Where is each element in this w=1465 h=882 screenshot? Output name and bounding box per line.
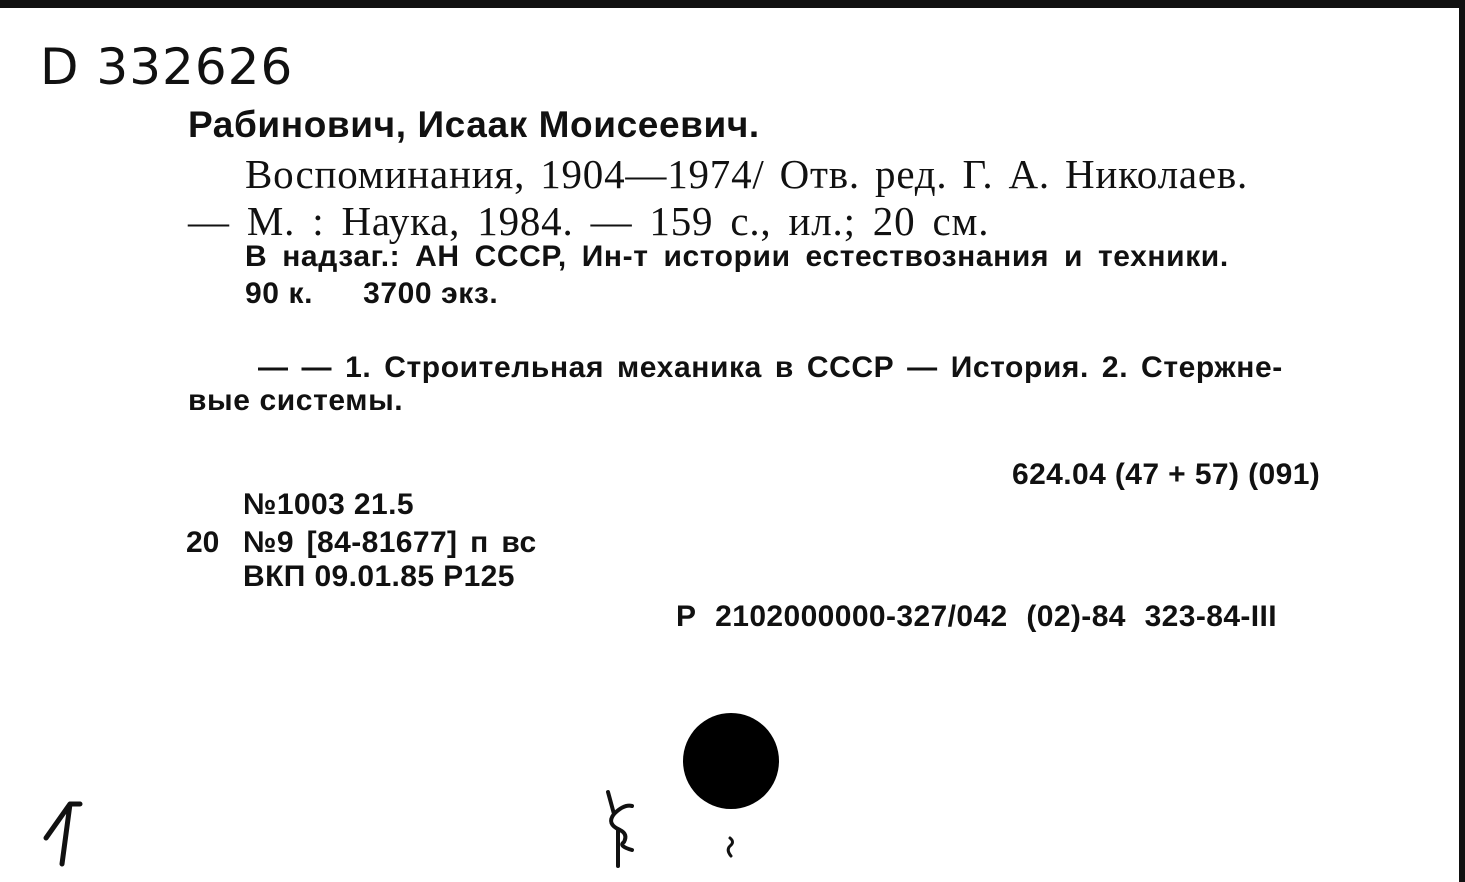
registration-line-1: №1003 21.5 <box>243 488 414 521</box>
registration-prefix: 20 <box>186 526 220 559</box>
note-line-1: В надзаг.: АН СССР, Ин-т истории естествознания и техники. <box>245 240 1229 273</box>
udc-code: 624.04 (47 + 57) (091) <box>1012 458 1321 491</box>
call-number: D 332626 <box>40 38 294 96</box>
registration-line-2: №9 [84-81677] п вс <box>243 526 537 559</box>
handwritten-number-mark <box>40 798 100 868</box>
subjects-line-1: — — 1. Строительная механика в СССР — История. 2. Стержне- <box>258 351 1283 384</box>
title-line-1: Воспоминания, 1904—1974/ Отв. ред. Г. А. Николаев. <box>245 151 1249 197</box>
ink-mark <box>722 834 738 860</box>
copies: 3700 экз. <box>363 277 499 310</box>
author-heading: Рабинович, Исаак Моисеевич. <box>188 104 760 145</box>
registration-line-3: ВКП 09.01.85 Р125 <box>243 560 515 593</box>
price: 90 к. <box>245 277 314 310</box>
subjects-line-2: вые системы. <box>188 384 404 417</box>
note-line-2 <box>245 277 498 311</box>
handwritten-scribble <box>598 784 646 870</box>
catalog-code: Р 2102000000-327/042 (02)-84 323-84-III <box>676 600 1278 633</box>
punch-hole <box>683 713 779 809</box>
title-line-2: — М. : Наука, 1984. — 159 с., ил.; 20 см. <box>188 198 990 244</box>
